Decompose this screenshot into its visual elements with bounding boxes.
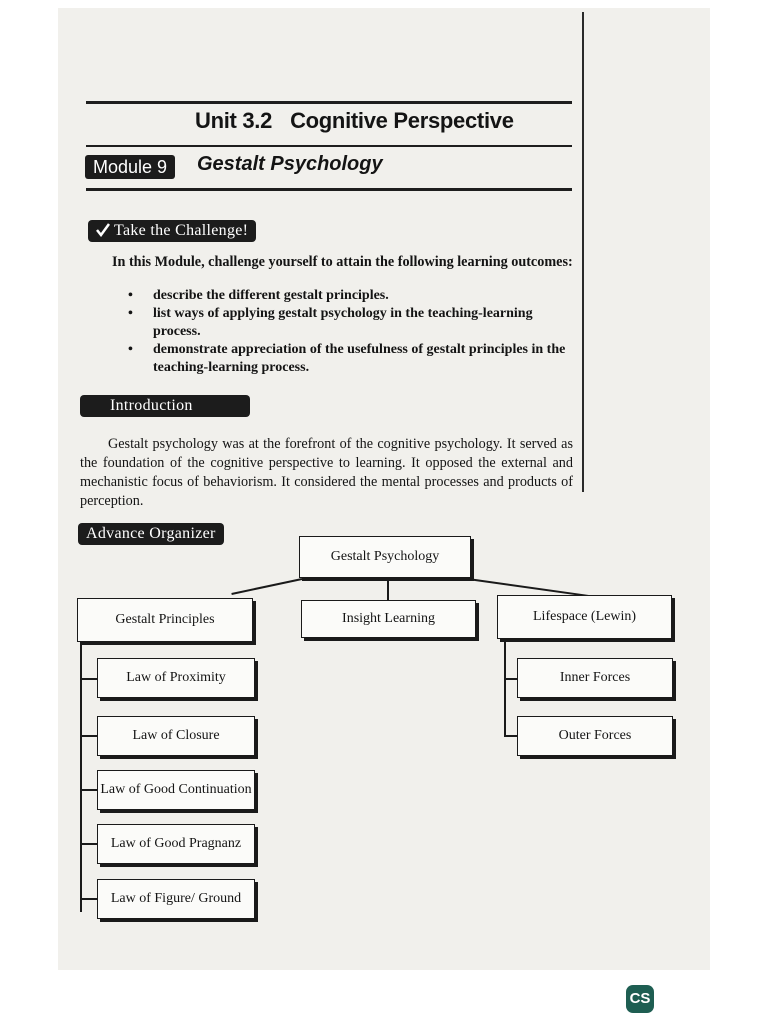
unit-title: Cognitive Perspective	[290, 108, 514, 133]
connector	[80, 898, 98, 900]
connector	[80, 735, 98, 737]
list-item: • demonstrate appreciation of the usefulness of gestalt principles in the teaching-learning process.	[128, 341, 574, 377]
principles-trunk	[80, 642, 82, 912]
module-title: Gestalt Psychology	[197, 153, 383, 175]
law-node: Law of Proximity	[97, 658, 255, 698]
check-icon	[96, 223, 110, 237]
organizer-label: Advance Organizer	[78, 523, 224, 545]
force-node: Outer Forces	[517, 716, 673, 756]
law-node: Law of Figure/ Ground	[97, 879, 255, 919]
header-rule-top	[86, 101, 572, 104]
connector	[504, 735, 518, 737]
branch-gestalt-principles: Gestalt Principles	[77, 598, 253, 642]
unit-heading	[195, 108, 525, 134]
challenge-intro: In this Module, challenge yourself to attain the following learning outcomes:	[112, 254, 573, 270]
module-badge: Module 9	[85, 155, 175, 179]
connector	[504, 678, 518, 680]
introduction-label: Introduction	[80, 395, 250, 417]
connector	[80, 843, 98, 845]
connector	[387, 579, 389, 602]
margin-rule	[582, 12, 584, 492]
root-node: Gestalt Psychology	[299, 536, 471, 578]
force-node: Inner Forces	[517, 658, 673, 698]
challenge-label	[88, 220, 256, 242]
list-item: • list ways of applying gestalt psychology in the teaching-learning process.	[128, 305, 574, 341]
outcomes-list	[128, 287, 574, 377]
law-node: Law of Closure	[97, 716, 255, 756]
law-node: Law of Good Pragnanz	[97, 824, 255, 864]
branch-lifespace: Lifespace (Lewin)	[497, 595, 672, 639]
header-rule-bottom	[86, 188, 572, 191]
introduction-text: Gestalt psychology was at the forefront of the cognitive psychology. It served as the foundation of the cognitive perspective to learning. It opposed the external and mechanistic focus of behaviorism. It considered the mental processes and products of perception.	[80, 436, 573, 509]
unit-number: Unit 3.2	[195, 108, 273, 133]
branch-insight-learning: Insight Learning	[301, 600, 476, 638]
connector	[80, 678, 98, 680]
law-node: Law of Good Continuation	[97, 770, 255, 810]
list-item: • describe the different gestalt principles.	[128, 287, 574, 305]
camscanner-logo: CS	[626, 985, 654, 1013]
challenge-label-text: Take the Challenge!	[114, 222, 249, 239]
lifespace-trunk	[504, 639, 506, 737]
header-rule-middle	[86, 145, 572, 147]
connector	[80, 789, 98, 791]
